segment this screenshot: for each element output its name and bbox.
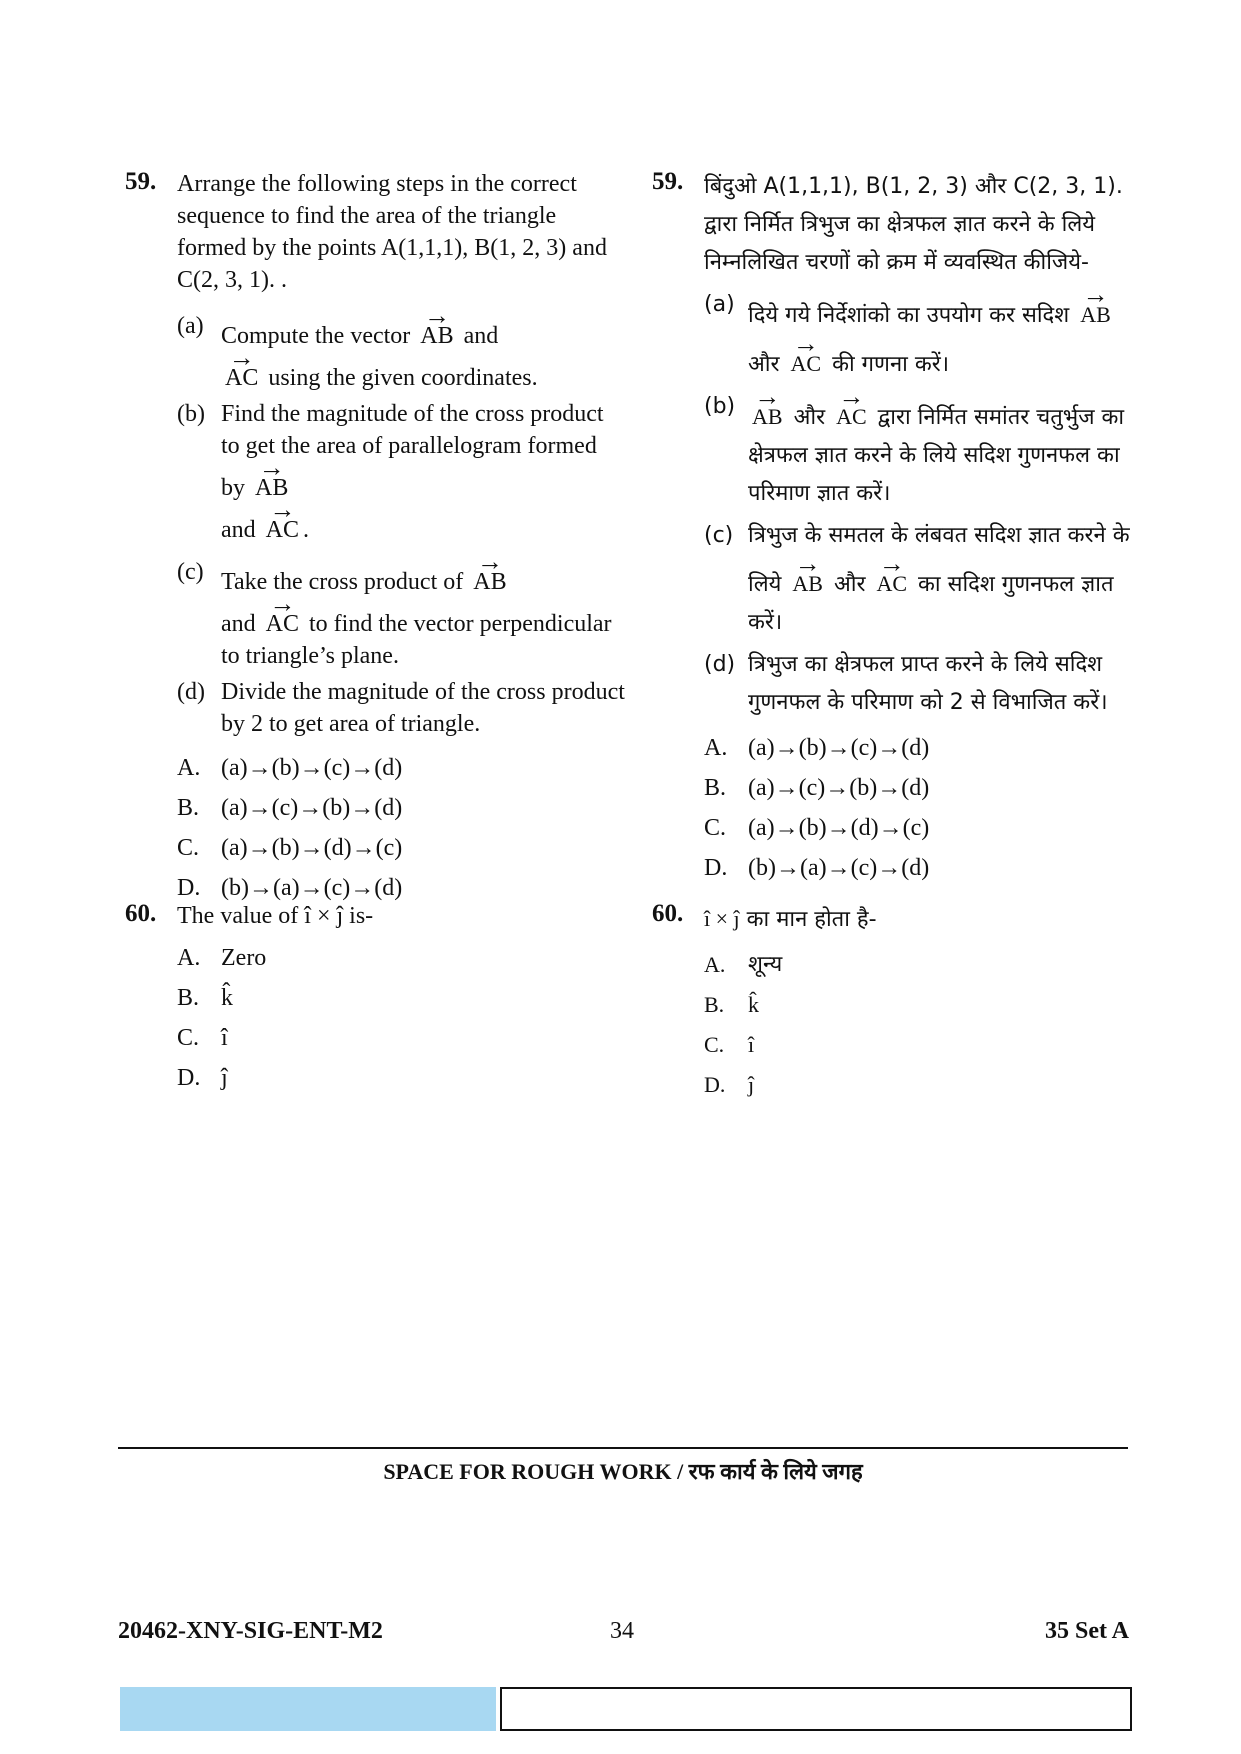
- option-label: A.: [177, 945, 201, 971]
- option-label: C.: [704, 1032, 725, 1057]
- step-text: Take the cross product of: [221, 569, 464, 595]
- option-b[interactable]: [704, 768, 1132, 808]
- step-d: [177, 676, 625, 740]
- option-b[interactable]: [704, 985, 1132, 1025]
- option-label: D.: [704, 1072, 726, 1097]
- options-list: [704, 728, 1132, 888]
- step-text: Divide the magnitude of the cross product by 2 to get area of triangle.: [221, 679, 625, 737]
- question-number: 60.: [652, 900, 684, 927]
- rough-work-divider: [118, 1447, 1128, 1449]
- step-c: [177, 556, 625, 672]
- option-label: A.: [704, 735, 728, 761]
- question-number: 60.: [125, 900, 157, 927]
- vector-ab: → AB: [752, 388, 783, 436]
- option-a[interactable]: [177, 748, 625, 788]
- option-text: (b)→(a)→(c)→(d): [221, 875, 403, 901]
- question-stem: [177, 900, 625, 932]
- step-label: (d): [177, 679, 205, 705]
- step-text: त्रिभुज के समतल के लंबवत सदिश ज्ञात करने के लिये: [748, 523, 1130, 597]
- option-c[interactable]: [177, 1018, 625, 1058]
- option-text: k̂: [221, 985, 233, 1011]
- question-stem: बिंदुओ A(1,1,1), B(1, 2, 3) और C(2, 3, 1). द्वारा निर्मित त्रिभुज का क्षेत्रफल ज्ञात करने के लिये निम्नलिखित चरणों को क्रम में व्यवस्थित कीजिये-: [704, 174, 1123, 275]
- option-text: ĵ: [221, 1065, 228, 1091]
- option-d[interactable]: [704, 848, 1132, 888]
- step-label: (d): [704, 652, 736, 677]
- option-text: (a)→(c)→(b)→(d): [748, 775, 930, 801]
- option-label: C.: [704, 815, 727, 841]
- question-59-hi: [652, 168, 1132, 888]
- option-label: B.: [704, 775, 727, 801]
- option-text: î: [221, 1025, 228, 1051]
- options-list: [177, 748, 625, 908]
- vector-ac: → AC: [266, 598, 299, 640]
- option-label: B.: [177, 795, 200, 821]
- option-a[interactable]: [704, 728, 1132, 768]
- question-number: 59.: [652, 168, 684, 195]
- stem-text: The value of: [177, 903, 299, 929]
- step-label: (a): [177, 313, 204, 339]
- option-label: B.: [704, 992, 725, 1017]
- vector-ac: → AC: [791, 335, 822, 383]
- step-text: Compute the vector: [221, 323, 411, 349]
- step-text: का सदिश गुणनफल ज्ञात करें।: [748, 572, 1114, 635]
- option-text: (a)→(b)→(c)→(d): [221, 755, 403, 781]
- question-number: 59.: [125, 168, 157, 195]
- footer-empty-box: [500, 1687, 1132, 1731]
- step-text: और: [748, 352, 780, 377]
- question-60-en: [125, 900, 625, 1098]
- step-text: and: [221, 611, 256, 637]
- option-b[interactable]: [177, 978, 625, 1018]
- option-c[interactable]: [177, 828, 625, 868]
- step-label: (a): [704, 292, 735, 317]
- option-c[interactable]: [704, 1025, 1132, 1065]
- step-text: त्रिभुज का क्षेत्रफल प्राप्त करने के लिये सदिश गुणनफल के परिमाण को 2 से विभाजित करें।: [748, 652, 1108, 715]
- vector-ac: → AC: [266, 504, 299, 546]
- step-a: [177, 310, 625, 394]
- option-text: Zero: [221, 945, 267, 971]
- option-text: (a)→(b)→(d)→(c): [221, 835, 403, 861]
- option-label: D.: [177, 1065, 201, 1091]
- step-a: [704, 286, 1132, 384]
- option-a[interactable]: [704, 945, 1132, 985]
- question-60-hi: [652, 900, 1132, 1105]
- step-text: दिये गये निर्देशांको का उपयोग कर सदिश: [748, 303, 1070, 328]
- step-text: Find the magnitude of the cross product to get the area of parallelogram formed by: [221, 401, 604, 501]
- english-column: [125, 168, 625, 1098]
- vector-ab: → AB: [420, 310, 453, 352]
- question-59-en: [125, 168, 625, 901]
- option-b[interactable]: [177, 788, 625, 828]
- cross-product-expression: î × ĵ: [704, 906, 740, 931]
- step-b: [177, 398, 625, 546]
- step-d: [704, 646, 1132, 722]
- step-label: (b): [177, 401, 205, 427]
- option-d[interactable]: [704, 1065, 1132, 1105]
- option-label: B.: [177, 985, 200, 1011]
- option-c[interactable]: [704, 808, 1132, 848]
- step-b: [704, 388, 1132, 513]
- option-text: (b)→(a)→(c)→(d): [748, 855, 930, 881]
- option-label: A.: [177, 755, 201, 781]
- step-text: और: [793, 405, 826, 430]
- question-stem: [704, 900, 1132, 939]
- option-label: D.: [704, 855, 728, 881]
- option-label: C.: [177, 1025, 200, 1051]
- option-text: î: [748, 1032, 755, 1057]
- option-text: (a)→(b)→(d)→(c): [748, 815, 930, 841]
- footer-color-bar: [120, 1687, 496, 1731]
- set-label: 35 Set A: [1045, 1618, 1129, 1644]
- paper-code: 20462-XNY-SIG-ENT-M2: [118, 1618, 383, 1644]
- vector-ab: → AB: [792, 555, 823, 603]
- step-text: द्वारा निर्मित समांतर चतुर्भुज का क्षेत्रफल ज्ञात करने के लिये सदिश गुणनफल का परिमाण ज्ञात करें।: [748, 405, 1125, 506]
- option-text: शून्य: [748, 952, 783, 977]
- hindi-column: [652, 168, 1132, 1105]
- vector-ab: → AB: [255, 462, 288, 504]
- vector-ab: → AB: [473, 556, 506, 598]
- option-label: A.: [704, 952, 726, 977]
- option-text: k̂: [748, 992, 759, 1017]
- option-a[interactable]: [177, 938, 625, 978]
- page-number: 34: [610, 1618, 634, 1644]
- option-text: ĵ: [748, 1072, 755, 1097]
- option-label: D.: [177, 875, 201, 901]
- question-stem: Arrange the following steps in the correct sequence to find the area of the triangle formed by the points A(1,1,1), B(1, 2, 3) and C(2, 3, 1). .: [177, 171, 607, 293]
- options-list: [177, 938, 625, 1098]
- stem-text: is-: [349, 903, 374, 929]
- option-d[interactable]: [177, 1058, 625, 1098]
- vector-ab: → AB: [1080, 286, 1111, 334]
- step-text: की गणना करें।: [832, 352, 950, 377]
- step-text: .: [303, 517, 309, 543]
- option-text: (a)→(c)→(b)→(d): [221, 795, 403, 821]
- options-list: [704, 945, 1132, 1105]
- stem-text: का मान होता है-: [746, 907, 877, 932]
- step-label: (c): [704, 523, 734, 548]
- rough-work-heading: SPACE FOR ROUGH WORK / रफ कार्य के लिये जगह: [383, 1459, 863, 1484]
- step-text: और: [833, 572, 866, 597]
- cross-product-expression: î × ĵ: [304, 903, 344, 929]
- step-text: and: [221, 517, 256, 543]
- option-label: C.: [177, 835, 200, 861]
- step-text: to find the vector perpendicular to triangle’s plane.: [221, 611, 612, 669]
- step-c: [704, 517, 1132, 642]
- vector-ac: → AC: [836, 388, 867, 436]
- step-label: (b): [704, 394, 736, 419]
- step-text: and: [463, 323, 499, 349]
- option-text: (a)→(b)→(c)→(d): [748, 735, 930, 761]
- vector-ac: → AC: [225, 352, 258, 394]
- vector-ac: → AC: [876, 555, 907, 603]
- step-text: using the given coordinates.: [268, 365, 538, 391]
- step-label: (c): [177, 559, 204, 585]
